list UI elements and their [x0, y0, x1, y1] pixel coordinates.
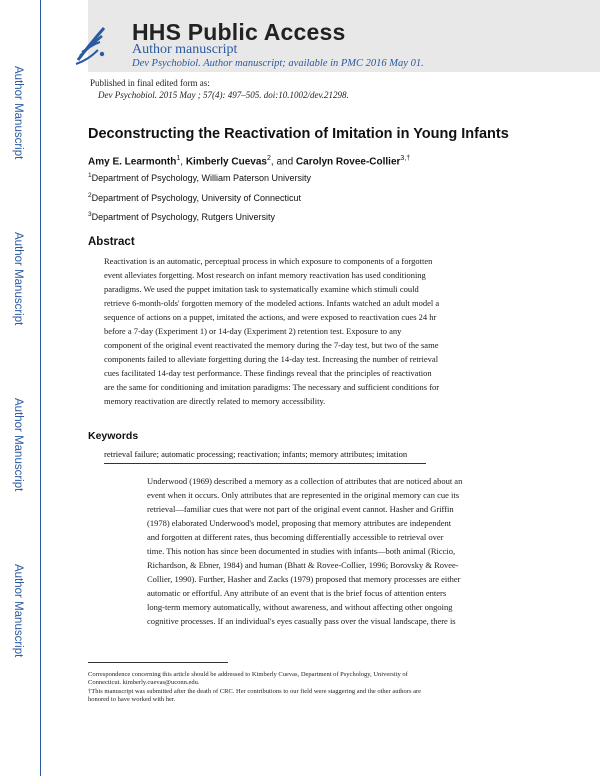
sidebar-label-author-manuscript: Author Manuscript: [12, 232, 24, 326]
author-affil-sup: 1: [176, 155, 181, 162]
citation-doi-line: Dev Psychobiol. 2015 May ; 57(4): 497–505. doi:10.1002/dev.21298.: [98, 90, 349, 100]
author-name: Kimberly Cuevas: [185, 156, 267, 168]
abstract-line: component of the original event reactivated the memory during the 7-day test, but two of the same: [104, 340, 439, 350]
body-line: time. This notion has since been documented in studies with infants—both animal (Riccio,: [147, 546, 456, 556]
body-line: long-term memory automatically, without awareness, and without affecting other ongoing: [147, 602, 453, 612]
author-name: Amy E. Learmonth: [88, 156, 177, 168]
sidebar-label-author-manuscript: Author Manuscript: [12, 398, 24, 492]
body-line: cognitive processes. If an individual's eyes casually pass over the visual landscape, there is: [147, 616, 456, 626]
body-line: Richardson, & Ebner, 1984) and human (Bhatt & Rovee-Collier, 1996; Borovsky & Rovee-: [147, 560, 459, 570]
author-affil-sup: 3,†: [400, 155, 411, 162]
hhs-eagle-logo-icon: [72, 22, 112, 66]
footnote-divider: [88, 662, 228, 663]
abstract-line: event alleviates forgetting. Most research on infant memory reactivation has used conditioning: [104, 270, 426, 280]
affiliation: [88, 172, 311, 183]
sidebar-label-author-manuscript: Author Manuscript: [12, 564, 24, 658]
affiliation-text: Department of Psychology, Rutgers University: [91, 212, 276, 222]
affiliation: [88, 192, 301, 203]
footnote-line: Connecticut. kimberly.cuevas@uconn.edu.: [88, 679, 200, 686]
author-separator: , and: [270, 156, 296, 168]
hhs-public-access-title: HHS Public Access: [132, 19, 346, 45]
footnote-line: honored to have worked with her.: [88, 696, 176, 703]
affiliation: [88, 211, 275, 222]
body-line: Collier, 1990). Further, Hasher and Zacks (1979) proposed that memory processes are either: [147, 574, 461, 584]
abstract-line: retrieve 6-month-olds' forgotten memory of the modeled actions. Infants watched an adult model a: [104, 298, 440, 308]
margin-divider-line: [40, 0, 41, 776]
footnote-line: †This manuscript was submitted after the death of CRC. Her contributions to our field were staggering and the other authors are: [88, 688, 422, 695]
body-line: automatic or effortful. Any attribute of an event that is the brief focus of attention enters: [147, 588, 447, 598]
abstract-line: before a 7-day (Experiment 1) or 14-day (Experiment 2) retention test. Exposure to any: [104, 326, 402, 336]
affiliation-sup: 3: [88, 211, 92, 218]
keywords-divider: [104, 463, 426, 464]
keywords-heading: Keywords: [88, 430, 139, 442]
affiliation-sup: 1: [88, 172, 92, 179]
affiliation-text: Department of Psychology, William Paterson University: [91, 173, 312, 183]
abstract-line: cues facilitated 14-day test performance. These findings reveal that the principles of reactivation: [104, 368, 432, 378]
sidebar-label-author-manuscript: Author Manuscript: [12, 66, 24, 160]
affiliation-text: Department of Psychology, University of Connecticut: [91, 193, 302, 203]
abstract-line: memory reactivation are directly related to memory accessibility.: [104, 396, 326, 406]
author-separator: ,: [180, 156, 186, 168]
body-line: (1978) elaborated Underwood's model, proposing that memory attributes are independent: [147, 518, 452, 528]
author-affil-sup: 2: [266, 155, 271, 162]
abstract-line: components failed to alleviate forgetting during the 14-day test. Increasing the number of retrieval: [104, 354, 439, 364]
author-list: [88, 155, 410, 167]
body-line: and forgotten at different rates, thus becoming differentially accessible to retrieval over: [147, 532, 444, 542]
abstract-line: are the same for conditioning and imitation paradigms: The necessary and sufficient conditions for: [104, 382, 440, 392]
author-name: Carolyn Rovee-Collier: [295, 156, 401, 168]
body-line: event when it occurs. Only attributes that are represented in the original memory can cue its: [147, 490, 460, 500]
article-title: Deconstructing the Reactivation of Imitation in Young Infants: [88, 126, 509, 142]
author-manuscript-subtitle: Author manuscript: [132, 42, 238, 57]
keywords-list: retrieval failure; automatic processing; reactivation; infants; memory attributes; imitation: [104, 449, 408, 459]
published-in-label: Published in final edited form as:: [90, 78, 210, 88]
abstract-line: paradigms. We used the puppet imitation task to systematically examine which stimuli could: [104, 284, 419, 294]
abstract-line: Reactivation is an automatic, perceptual process in which exposure to components of a forgotten: [104, 256, 433, 266]
abstract-heading: Abstract: [88, 236, 135, 248]
footnote-line: Correspondence concerning this article should be addressed to Kimberly Cuevas, Department of Psychology, University of: [88, 671, 408, 678]
affiliation-sup: 2: [88, 192, 92, 199]
abstract-line: sequence of actions on a puppet, imitated the actions, and were exposed to reactivation cues 24 hr: [104, 312, 437, 322]
body-line: retrieval—familiar cues that were not part of the original event cannot. Hasher and Griffin: [147, 504, 454, 514]
body-line: Underwood (1969) described a memory as a collection of attributes that are noticed about an: [147, 476, 463, 486]
journal-availability-line: Dev Psychobiol. Author manuscript; available in PMC 2016 May 01.: [132, 58, 424, 69]
